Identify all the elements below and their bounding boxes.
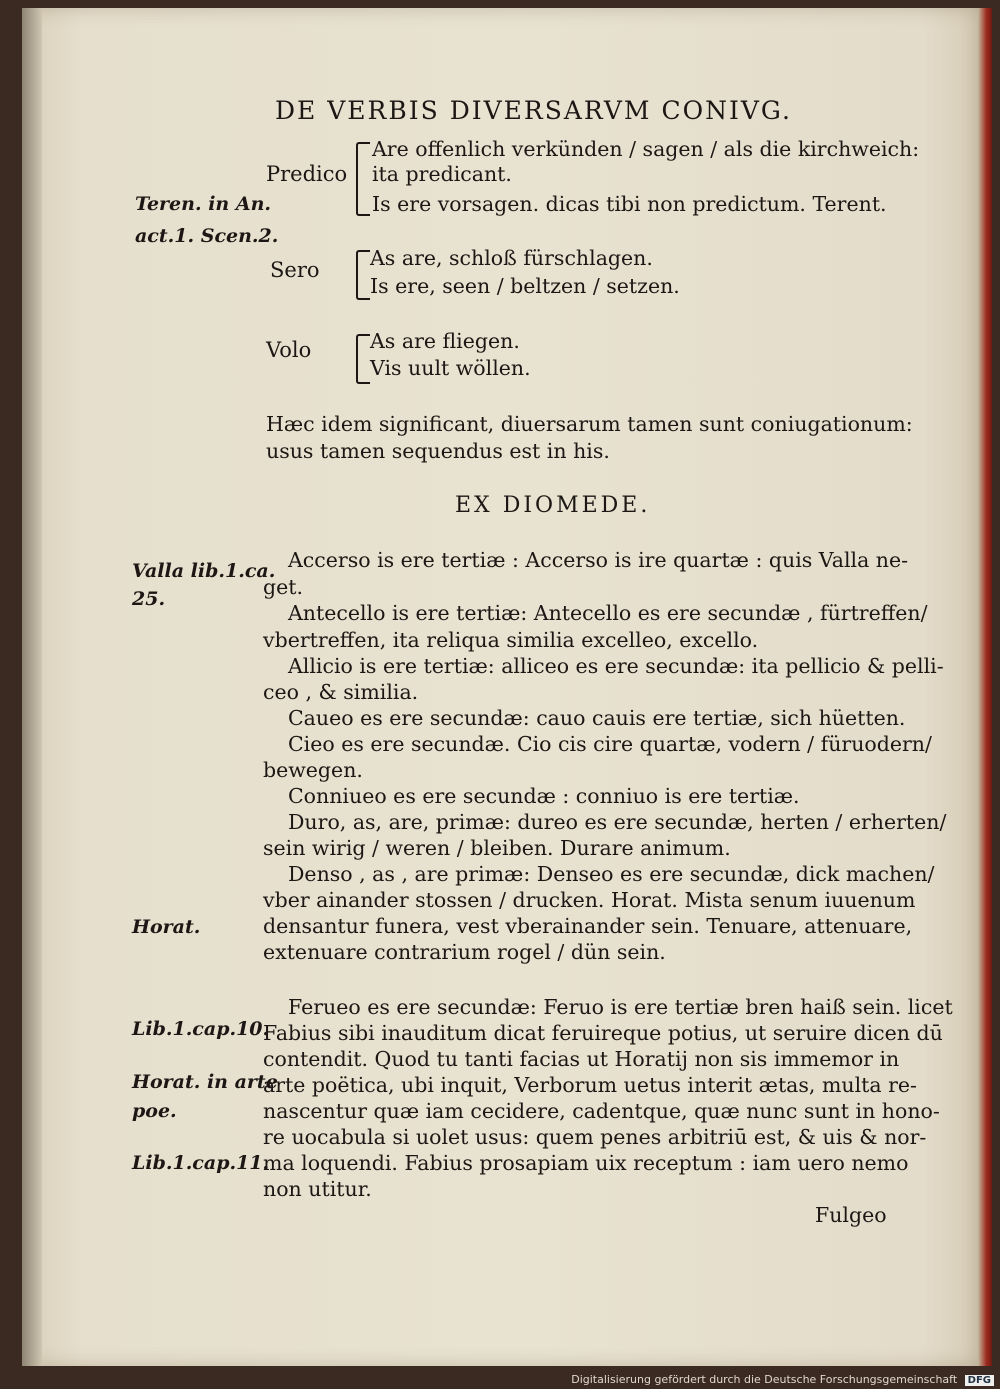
body-line: Conniueo es ere secundæ : conniuo is ere tertiæ. xyxy=(288,784,800,808)
body-line: Accerso is ere tertiæ : Accerso is ire quartæ : quis Valla ne- xyxy=(288,548,909,572)
digitization-credit xyxy=(571,1373,994,1386)
body-line: ma loquendi. Fabius prosapiam uix receptum : iam uero nemo xyxy=(263,1151,909,1175)
volo-line-1: As are fliegen. xyxy=(370,329,520,353)
volo-line-2: Vis uult wöllen. xyxy=(370,356,531,380)
body-line: bewegen. xyxy=(263,758,363,782)
headword-predico: Predico xyxy=(266,162,348,186)
body-line: ceo , & similia. xyxy=(263,680,419,704)
body-line: sein wirig / weren / bleiben. Durare animum. xyxy=(263,836,731,860)
body-line: vber ainander stossen / drucken. Horat. Mista senum iuuenum xyxy=(263,888,916,912)
margin-note-lib-11: Lib.1.cap.11. xyxy=(132,1152,270,1174)
margin-note-valla-2: 25. xyxy=(132,588,166,610)
body-line: vbertreffen, ita reliqua similia excelleo, excello. xyxy=(263,628,759,652)
running-header: DE VERBIS DIVERSARVM CONIVG. xyxy=(275,96,792,125)
body-line: Allicio is ere tertiæ: alliceo es ere secundæ: ita pellicio & pelli- xyxy=(288,654,944,678)
headword-volo: Volo xyxy=(266,338,312,362)
haec-line-2: usus tamen sequendus est in his. xyxy=(266,439,610,463)
margin-note-terence-1: Teren. in An. xyxy=(135,193,272,215)
margin-note-terence-2: act.1. Scen.2. xyxy=(135,225,279,247)
margin-note-lib-10: Lib.1.cap.10. xyxy=(132,1018,270,1040)
body-line: Ferueo es ere secundæ: Feruo is ere tertiæ bren haiß sein. licet xyxy=(288,995,953,1019)
sero-line-2: Is ere, seen / beltzen / setzen. xyxy=(370,274,680,298)
body-line: arte poëtica, ubi inquit, Verborum uetus interit ætas, multa re- xyxy=(263,1073,917,1097)
predico-line-2: Is ere vorsagen. dicas tibi non predictum. Terent. xyxy=(372,192,887,216)
body-line: contendit. Quod tu tanti facias ut Horatij non sis immemor in xyxy=(263,1047,900,1071)
brace-predico xyxy=(356,142,370,216)
dfg-logo: DFG xyxy=(965,1375,994,1386)
headword-sero: Sero xyxy=(270,258,320,282)
margin-note-horat-arte-1: Horat. in arte xyxy=(132,1071,278,1093)
brace-sero xyxy=(356,250,370,300)
margin-note-valla-1: Valla lib.1.ca. xyxy=(132,560,276,582)
margin-note-horat: Horat. xyxy=(132,916,201,938)
body-line: non utitur. xyxy=(263,1177,372,1201)
body-line: Antecello is ere tertiæ: Antecello es ere secundæ , fürtreffen/ xyxy=(288,601,928,625)
section-heading-ex-diomede: EX DIOMEDE. xyxy=(455,493,651,518)
predico-line-1b: ita predicant. xyxy=(372,162,512,186)
haec-line-1: Hæc idem significant, diuersarum tamen sunt coniugationum: xyxy=(266,412,913,436)
brace-volo xyxy=(356,334,370,384)
body-line: Cieo es ere secundæ. Cio cis cire quartæ, vodern / füruodern/ xyxy=(288,732,932,756)
body-line: Fabius sibi inauditum dicat feruireque potius, ut seruire dicen dū xyxy=(263,1021,943,1045)
predico-line-1: Are offenlich verkünden / sagen / als die kirchweich: xyxy=(372,137,920,161)
body-line: extenuare contrarium rogel / dün sein. xyxy=(263,940,666,964)
body-line: Duro, as, are, primæ: dureo es ere secundæ, herten / erherten/ xyxy=(288,810,947,834)
margin-note-horat-arte-2: poe. xyxy=(132,1100,177,1122)
credit-text: Digitalisierung gefördert durch die Deutsche Forschungsgemeinschaft xyxy=(571,1373,958,1386)
body-line: get. xyxy=(263,575,304,599)
body-line: Denso , as , are primæ: Denseo es ere secundæ, dick machen/ xyxy=(288,862,935,886)
book-spine xyxy=(22,8,42,1366)
body-line: re uocabula si uolet usus: quem penes arbitriū est, & uis & nor- xyxy=(263,1125,927,1149)
catchword: Fulgeo xyxy=(815,1203,887,1227)
sero-line-1: As are, schloß fürschlagen. xyxy=(370,246,653,270)
body-line: densantur funera, vest vberainander sein. Tenuare, attenuare, xyxy=(263,914,913,938)
page-edge xyxy=(978,8,992,1366)
body-line: nascentur quæ iam cecidere, cadentque, quæ nunc sunt in hono- xyxy=(263,1099,940,1123)
body-line: Caueo es ere secundæ: cauo cauis ere tertiæ, sich hüetten. xyxy=(288,706,906,730)
